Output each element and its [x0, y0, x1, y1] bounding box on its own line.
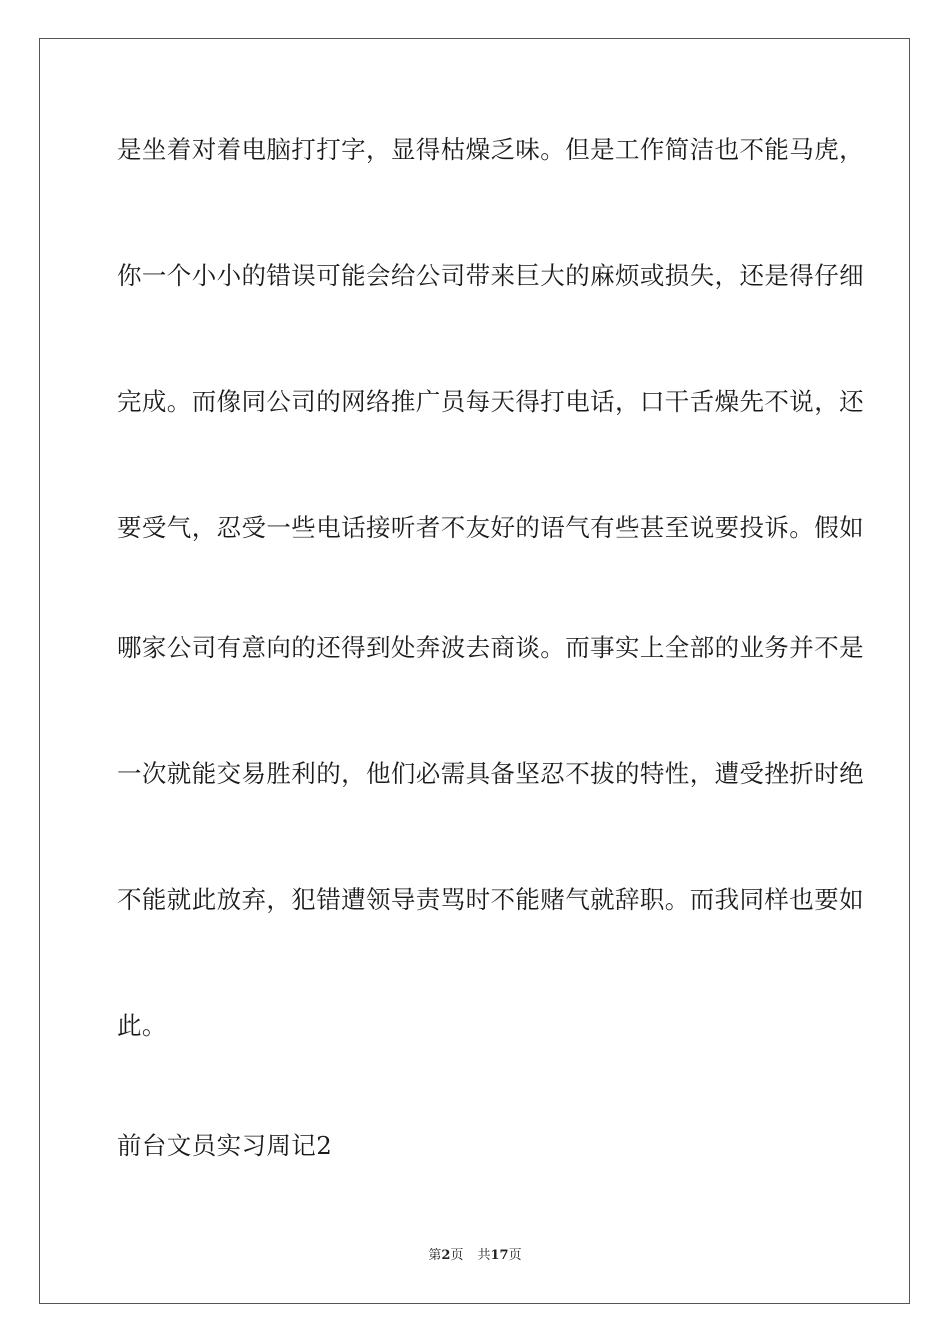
total-prefix: 共 [477, 1248, 491, 1263]
body-text-line-3: 完成。而像同公司的网络推广员每天得打电话，口干舌燥先不说，还 [117, 387, 864, 416]
body-text-line-7: 不能就此放弃，犯错遭领导责骂时不能赌气就辞职。而我同样也要如 [117, 885, 864, 914]
page-border [39, 38, 910, 1304]
body-text-line-4: 要受气，忍受一些电话接听者不友好的语气有些甚至说要投诉。假如 [117, 513, 864, 542]
page-footer [0, 1247, 950, 1265]
page-prefix: 第 [428, 1248, 442, 1263]
page-number: 2 [441, 1248, 451, 1263]
total-suffix: 页 [508, 1248, 522, 1263]
section-heading: 前台文员实习周记2 [117, 1131, 333, 1160]
total-pages: 17 [490, 1248, 509, 1263]
body-text-line-8: 此。 [117, 1011, 167, 1040]
body-text-line-6: 一次就能交易胜利的，他们必需具备坚忍不拔的特性，遭受挫折时绝 [117, 759, 864, 788]
body-text-line-1: 是坐着对着电脑打打字，显得枯燥乏味。但是工作简洁也不能马虎， [117, 135, 864, 164]
page-suffix: 页 [450, 1248, 464, 1263]
body-text-line-2: 你一个小小的错误可能会给公司带来巨大的麻烦或损失，还是得仔细 [117, 261, 864, 290]
body-text-line-5: 哪家公司有意向的还得到处奔波去商谈。而事实上全部的业务并不是 [117, 633, 864, 662]
